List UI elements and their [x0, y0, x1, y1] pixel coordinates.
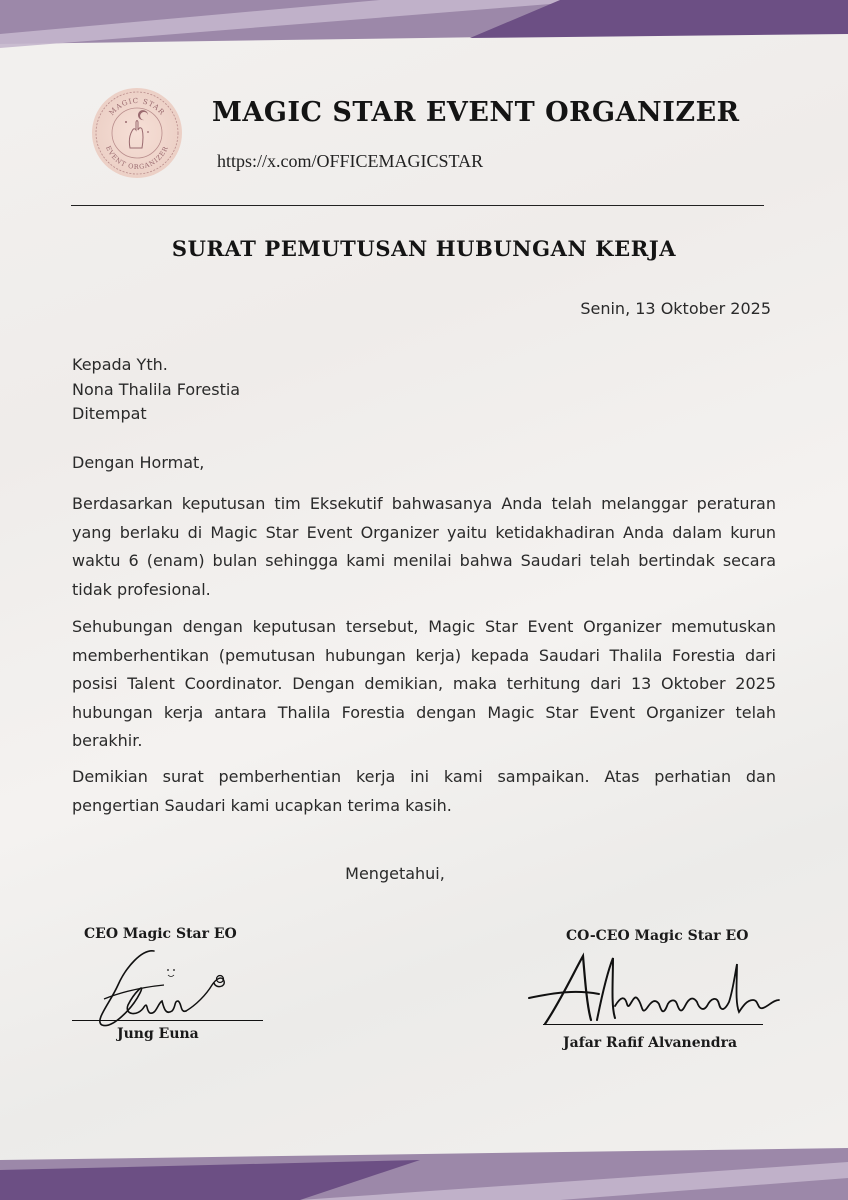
- organization-url[interactable]: https://x.com/OFFICEMAGICSTAR: [217, 151, 484, 171]
- recipient-line-name: Nona Thalila Forestia: [72, 379, 241, 399]
- bottom-decorative-band: [0, 1148, 848, 1200]
- signatory-1-line: [72, 1020, 263, 1021]
- body-paragraph-1: Berdasarkan keputusan tim Eksekutif bahwasanya Anda telah melanggar peraturan yang berlaku di Magic Star Event Organizer yaitu ketidakhadiran Anda dalam kurun waktu 6 (enam) bulan sehingga kami menilai bahwa Saudari telah bertindak secara tidak profesional.: [72, 494, 776, 599]
- signatory-1-name: Jung Euna: [117, 1026, 199, 1042]
- logo-text-top: MAGIC STAR: [107, 96, 167, 118]
- header-divider: [71, 205, 764, 206]
- letter-date: Senin, 13 Oktober 2025: [580, 299, 771, 318]
- recipient-line-location: Ditempat: [72, 404, 147, 423]
- body-paragraph-3: Demikian surat pemberhentian kerja ini kami sampaikan. Atas perhatian dan pengertian Saudari kami ucapkan terima kasih.: [72, 767, 776, 815]
- signatory-2-line: [543, 1024, 763, 1025]
- document-title: SURAT PEMUTUSAN HUBUNGAN KERJA: [171, 236, 677, 261]
- organization-name: MAGIC STAR EVENT ORGANIZER: [212, 97, 740, 128]
- signatory-1-signature: [84, 945, 244, 1035]
- greeting: Dengan Hormat,: [72, 453, 205, 472]
- signatory-2-title: CO-CEO Magic Star EO: [566, 928, 749, 944]
- body-paragraph-2: Sehubungan dengan keputusan tersebut, Magic Star Event Organizer memutuskan memberhentikan (pemutusan hubungan kerja) kepada Saudari Thalila Forestia dari posisi Talent Coordinator. Dengan demikian, maka terhitung dari 13 Oktober 2025 hubungan kerja antara Thalila Forestia dengan Magic Star Event Organizer telah berakhir.: [72, 617, 776, 750]
- recipient-block: [72, 353, 240, 427]
- organization-logo: [90, 86, 184, 180]
- recipient-line-salutation: Kepada Yth.: [72, 355, 168, 374]
- top-decorative-band: [0, 0, 848, 48]
- signatory-1-title: CEO Magic Star EO: [84, 926, 237, 942]
- logo-text-bottom: EVENT ORGANIZER: [103, 144, 171, 172]
- signatory-2-name: Jafar Rafif Alvanendra: [563, 1035, 738, 1051]
- acknowledgement: Mengetahui,: [345, 864, 445, 883]
- signatory-2-signature: [517, 950, 787, 1030]
